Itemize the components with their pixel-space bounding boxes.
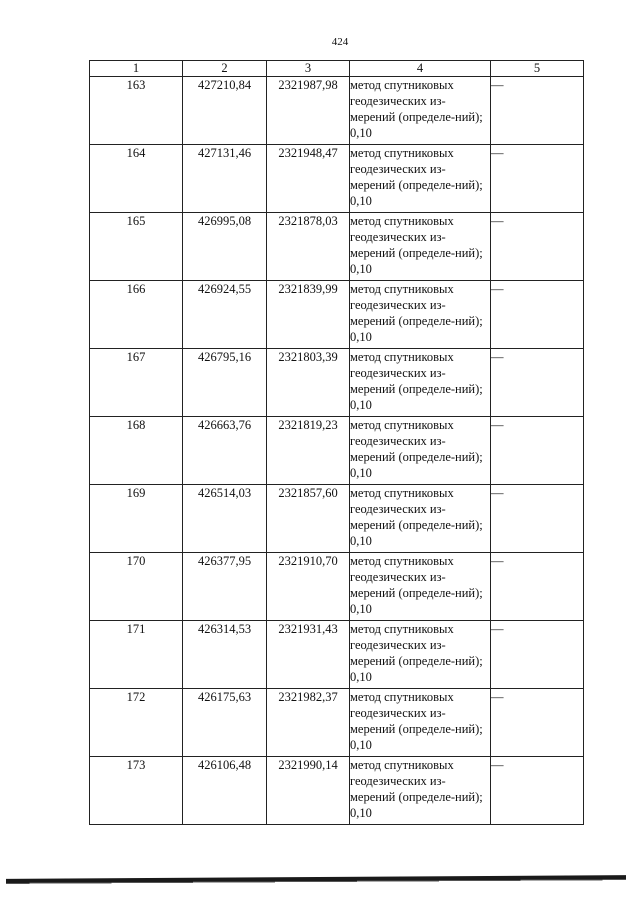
y-coordinate-cell: 2321878,03 xyxy=(267,213,350,281)
x-coordinate-cell: 426663,76 xyxy=(183,417,267,485)
y-coordinate-cell: 2321839,99 xyxy=(267,281,350,349)
point-number-cell: 166 xyxy=(90,281,183,349)
note-cell: — xyxy=(491,689,584,757)
x-coordinate-cell: 426514,03 xyxy=(183,485,267,553)
table-row xyxy=(90,281,584,349)
x-coordinate-cell: 426924,55 xyxy=(183,281,267,349)
table-row xyxy=(90,689,584,757)
note-cell: — xyxy=(491,213,584,281)
column-header-4: 4 xyxy=(350,61,491,77)
table-row xyxy=(90,349,584,417)
coordinates-table xyxy=(89,60,584,825)
point-number-cell: 173 xyxy=(90,757,183,825)
table-row xyxy=(90,213,584,281)
note-cell: — xyxy=(491,77,584,145)
y-coordinate-cell: 2321931,43 xyxy=(267,621,350,689)
point-number-cell: 168 xyxy=(90,417,183,485)
y-coordinate-cell: 2321948,47 xyxy=(267,145,350,213)
note-cell: — xyxy=(491,145,584,213)
note-cell: — xyxy=(491,553,584,621)
y-coordinate-cell: 2321982,37 xyxy=(267,689,350,757)
method-cell: метод спутниковых геодезических из-мерений (определе-ний); 0,10 xyxy=(350,553,491,621)
method-cell: метод спутниковых геодезических из-мерений (определе-ний); 0,10 xyxy=(350,349,491,417)
table-row xyxy=(90,145,584,213)
x-coordinate-cell: 426795,16 xyxy=(183,349,267,417)
page-number: 424 xyxy=(331,36,349,48)
method-cell: метод спутниковых геодезических из-мерений (определе-ний); 0,10 xyxy=(350,757,491,825)
point-number-cell: 172 xyxy=(90,689,183,757)
method-cell: метод спутниковых геодезических из-мерений (определе-ний); 0,10 xyxy=(350,485,491,553)
method-cell: метод спутниковых геодезических из-мерений (определе-ний); 0,10 xyxy=(350,77,491,145)
note-cell: — xyxy=(491,621,584,689)
x-coordinate-cell: 426106,48 xyxy=(183,757,267,825)
method-cell: метод спутниковых геодезических из-мерений (определе-ний); 0,10 xyxy=(350,417,491,485)
y-coordinate-cell: 2321990,14 xyxy=(267,757,350,825)
column-header-3: 3 xyxy=(267,61,350,77)
x-coordinate-cell: 427210,84 xyxy=(183,77,267,145)
table-row xyxy=(90,485,584,553)
point-number-cell: 163 xyxy=(90,77,183,145)
table-row xyxy=(90,417,584,485)
table-header-row xyxy=(90,61,584,77)
y-coordinate-cell: 2321819,23 xyxy=(267,417,350,485)
note-cell: — xyxy=(491,485,584,553)
x-coordinate-cell: 427131,46 xyxy=(183,145,267,213)
bottom-scan-edge xyxy=(6,875,626,885)
point-number-cell: 171 xyxy=(90,621,183,689)
point-number-cell: 170 xyxy=(90,553,183,621)
note-cell: — xyxy=(491,757,584,825)
x-coordinate-cell: 426377,95 xyxy=(183,553,267,621)
method-cell: метод спутниковых геодезических из-мерений (определе-ний); 0,10 xyxy=(350,281,491,349)
table-row xyxy=(90,553,584,621)
point-number-cell: 169 xyxy=(90,485,183,553)
note-cell: — xyxy=(491,349,584,417)
y-coordinate-cell: 2321910,70 xyxy=(267,553,350,621)
x-coordinate-cell: 426995,08 xyxy=(183,213,267,281)
column-header-2: 2 xyxy=(183,61,267,77)
table-row xyxy=(90,621,584,689)
note-cell: — xyxy=(491,281,584,349)
method-cell: метод спутниковых геодезических из-мерений (определе-ний); 0,10 xyxy=(350,213,491,281)
y-coordinate-cell: 2321803,39 xyxy=(267,349,350,417)
point-number-cell: 164 xyxy=(90,145,183,213)
table-row xyxy=(90,77,584,145)
note-cell: — xyxy=(491,417,584,485)
point-number-cell: 167 xyxy=(90,349,183,417)
y-coordinate-cell: 2321857,60 xyxy=(267,485,350,553)
x-coordinate-cell: 426314,53 xyxy=(183,621,267,689)
x-coordinate-cell: 426175,63 xyxy=(183,689,267,757)
y-coordinate-cell: 2321987,98 xyxy=(267,77,350,145)
method-cell: метод спутниковых геодезических из-мерений (определе-ний); 0,10 xyxy=(350,689,491,757)
point-number-cell: 165 xyxy=(90,213,183,281)
column-header-1: 1 xyxy=(90,61,183,77)
column-header-5: 5 xyxy=(491,61,584,77)
method-cell: метод спутниковых геодезических из-мерений (определе-ний); 0,10 xyxy=(350,145,491,213)
method-cell: метод спутниковых геодезических из-мерений (определе-ний); 0,10 xyxy=(350,621,491,689)
table-row xyxy=(90,757,584,825)
